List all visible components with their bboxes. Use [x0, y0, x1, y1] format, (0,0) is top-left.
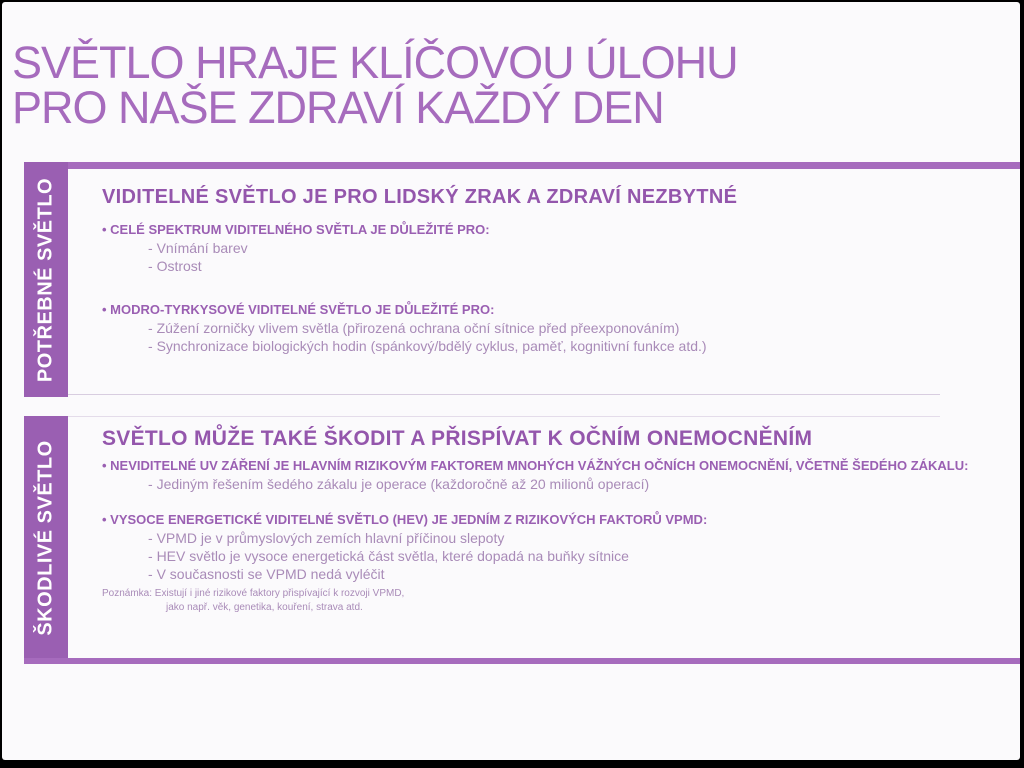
list-item: - VPMD je v průmyslových zemích hlavní příčinou slepoty [148, 529, 1002, 547]
bullet-title: • CELÉ SPEKTRUM VIDITELNÉHO SVĚTLA JE DŮLEŽITÉ PRO: [102, 221, 1002, 239]
bottom-divider [24, 658, 1020, 664]
bullet-title: • MODRO-TYRKYSOVÉ VIDITELNÉ SVĚTLO JE DŮLEŽITÉ PRO: [102, 301, 1002, 319]
bullet-list [148, 529, 1002, 583]
list-item: - Ostrost [148, 257, 1002, 275]
bullet-title: • NEVIDITELNÉ UV ZÁŘENÍ JE HLAVNÍM RIZIKOVÝM FAKTOREM MNOHÝCH VÁŽNÝCH OČNÍCH ONEMOCNĚNÍ, VČETNĚ ŠEDÉHO ZÁKALU: [102, 457, 1002, 475]
section-heading: SVĚTLO MŮŽE TAKÉ ŠKODIT A PŘISPÍVAT K OČNÍM ONEMOCNĚNÍM [102, 427, 813, 450]
top-divider [24, 162, 1020, 169]
section-harmful-light [102, 427, 1002, 615]
bullet-list [148, 475, 1002, 493]
bullet-list [148, 319, 1002, 355]
title-line-2: PRO NAŠE ZDRAVÍ KAŽDÝ DEN [12, 82, 664, 133]
bullet-list [148, 239, 1002, 275]
section-heading: VIDITELNÉ SVĚTLO JE PRO LIDSKÝ ZRAK A ZDRAVÍ NEZBYTNÉ [102, 186, 738, 208]
list-item: - HEV světlo je vysoce energetická část světla, které dopadá na buňky sítnice [148, 547, 1002, 565]
section-separator [68, 416, 940, 417]
list-item: - Vnímání barev [148, 239, 1002, 257]
side-label-harmful-light: ŠKODLIVÉ SVĚTLO [34, 440, 57, 636]
bullet-title: • VYSOCE ENERGETICKÉ VIDITELNÉ SVĚTLO (HEV) JE JEDNÍM Z RIZIKOVÝCH FAKTORŮ VPMD: [102, 511, 1002, 529]
list-item: - Zúžení zorničky vlivem světla (přirozená ochrana oční sítnice před přeexponováním) [148, 319, 1002, 337]
section-needed-light [102, 186, 1002, 355]
footnote [102, 587, 1002, 615]
footnote-line-1: Poznámka: Existují i jiné rizikové faktory přispívající k rozvoji VPMD, [102, 588, 405, 599]
section-separator [68, 394, 940, 395]
page [2, 2, 1020, 760]
side-band-needed-light [24, 162, 68, 397]
page-title [12, 37, 1012, 133]
list-item: - Jediným řešením šedého zákalu je operace (každoročně až 20 milionů operací) [148, 475, 1002, 493]
side-label-needed-light: POTŘEBNÉ SVĚTLO [34, 177, 57, 382]
footnote-line-2: jako např. věk, genetika, kouření, strava atd. [166, 602, 363, 613]
side-band-harmful-light [24, 416, 68, 660]
list-item: - Synchronizace biologických hodin (spánkový/bdělý cyklus, paměť, kognitivní funkce atd.) [148, 337, 1002, 355]
list-item: - V současnosti se VPMD nedá vyléčit [148, 565, 1002, 583]
title-line-1: SVĚTLO HRAJE KLÍČOVOU ÚLOHU [12, 37, 738, 88]
